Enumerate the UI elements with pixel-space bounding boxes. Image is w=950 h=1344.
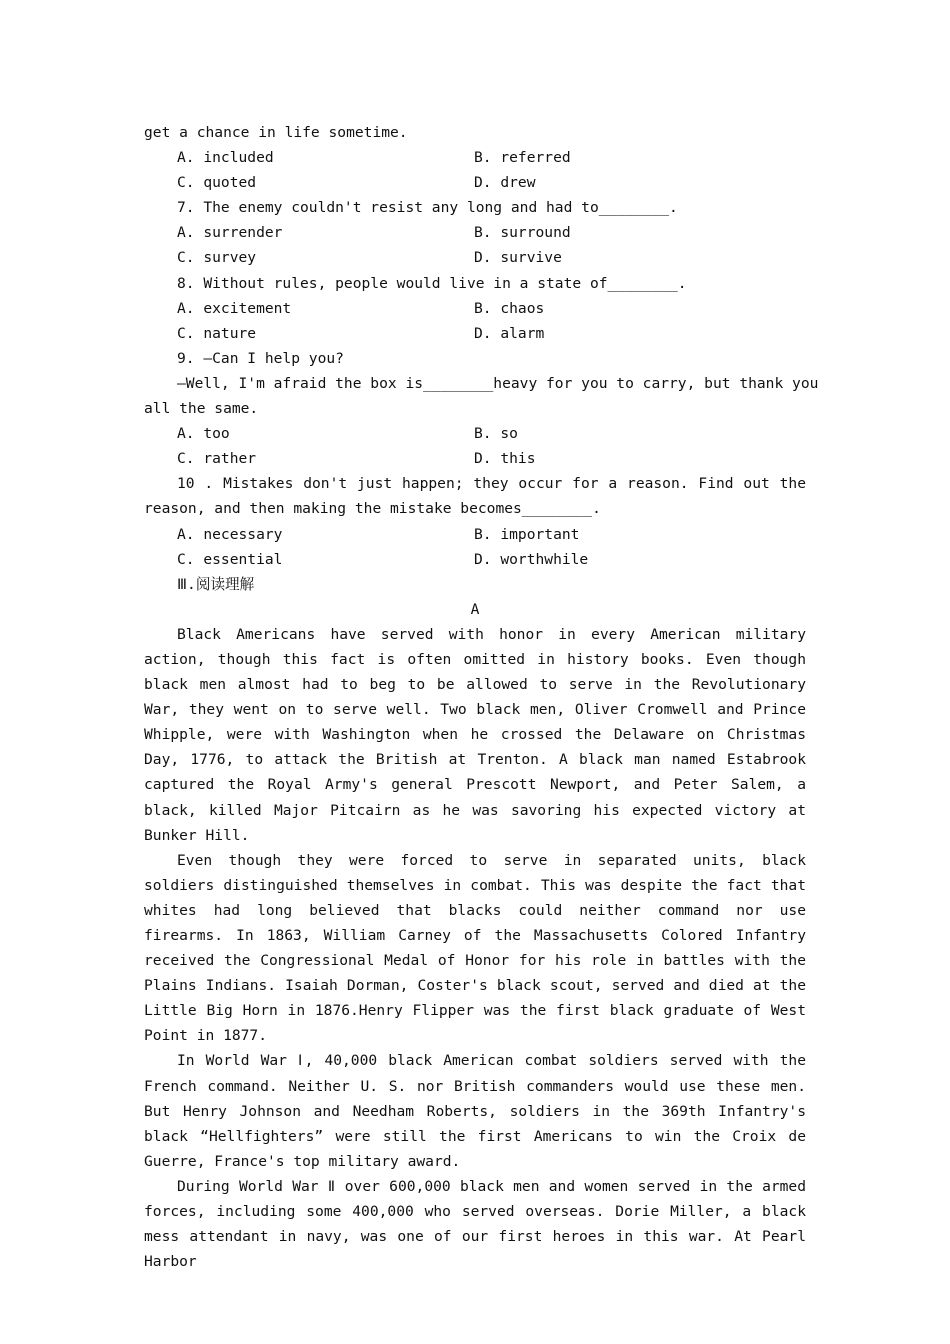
option-d: D. alarm xyxy=(474,324,545,342)
option-d: D. this xyxy=(474,450,536,468)
option-c: C. quoted xyxy=(177,174,257,192)
question-6-options-row-2 xyxy=(144,170,806,195)
question-10-stem-line-1: 10 . Mistakes don't just happen; they occur for a reason. Find out the xyxy=(177,475,806,493)
question-9-reply-line-2: all the same. xyxy=(144,400,259,418)
question-9-stem: 9. —Can I help you? xyxy=(177,349,344,367)
passage-label: A xyxy=(470,600,480,618)
question-8-stem: 8. Without rules, people would live in a state of________. xyxy=(177,274,687,292)
section-heading: Ⅲ.阅读理解 xyxy=(177,575,255,593)
passage-paragraph-1: Black Americans have served with honor in every American military action, though this fact is often omitted in history books. Even though black men almost had to beg to be allowed to serve in the Revolutionary War, they went on to serve well. Two black men, Oliver Cromwell and Prince Whipple, were with Washington when he crossed the Delaware on Christmas Day, 1776, to attack the British at Trenton. A black man named Estabrook captured the Royal Army's general Prescott Newport, and Peter Salem, a black, killed Major Pitcairn as he was savoring his expected victory at Bunker Hill. xyxy=(144,625,806,844)
question-6-continuation: get a chance in life sometime. xyxy=(144,124,408,141)
question-6-options-row-1 xyxy=(144,145,806,170)
question-10-stem-line-2: reason, and then making the mistake becomes________. xyxy=(144,500,601,518)
option-c: C. rather xyxy=(177,450,257,468)
passage-paragraph-4: During World War Ⅱ over 600,000 black men and women served in the armed forces, including some 400,000 who served overseas. Dorie Miller, a black mess attendant in navy, was one of our first heroes in this war. At Pearl Harbor xyxy=(144,1177,806,1271)
option-d: D. worthwhile xyxy=(474,550,589,568)
option-c: C. survey xyxy=(177,249,257,267)
question-7-options-row-1 xyxy=(144,220,806,245)
option-a: A. excitement xyxy=(177,299,292,317)
question-7-options-row-2 xyxy=(144,245,806,270)
option-c: C. essential xyxy=(177,550,283,568)
option-d: D. survive xyxy=(474,249,562,267)
page-content xyxy=(144,120,819,1274)
option-c: C. nature xyxy=(177,324,257,342)
passage-paragraph-2: Even though they were forced to serve in separated units, black soldiers distinguished themselves in combat. This was despite the fact that whites had long believed that blacks could neither command nor use firearms. In 1863, William Carney of the Massachusetts Colored Infantry received the Congressional Medal of Honor for his role in battles with the Plains Indians. Isaiah Dorman, Coster's black scout, served and died at the Little Big Horn in 1876.Henry Flipper was the first black graduate of West Point in 1877. xyxy=(144,851,806,1045)
question-9-options-row-1 xyxy=(144,421,806,446)
question-10-options-row-1 xyxy=(144,522,806,547)
option-a: A. too xyxy=(177,425,230,443)
option-b: B. so xyxy=(474,425,518,443)
question-9-reply-line-1: —Well, I'm afraid the box is________heavy for you to carry, but thank you xyxy=(177,374,819,392)
question-8-options-row-2 xyxy=(144,321,806,346)
question-8-options-row-1 xyxy=(144,296,806,321)
option-b: B. chaos xyxy=(474,299,545,317)
passage-paragraph-3: In World War Ⅰ, 40,000 black American combat soldiers served with the French command. Neither U. S. nor British commanders would use these men. But Henry Johnson and Needham Roberts, soldiers in the 369th Infantry's black “Hellfighters” were still the first Americans to win the Croix de Guerre, France's top military award. xyxy=(144,1052,806,1170)
option-b: B. referred xyxy=(474,149,571,167)
question-9-options-row-2 xyxy=(144,446,806,471)
option-d: D. drew xyxy=(474,174,536,192)
option-b: B. surround xyxy=(474,224,571,242)
option-a: A. necessary xyxy=(177,525,283,543)
question-10-options-row-2 xyxy=(144,547,806,572)
question-7-stem: 7. The enemy couldn't resist any long and had to________. xyxy=(177,199,678,217)
option-b: B. important xyxy=(474,525,580,543)
option-a: A. included xyxy=(177,149,274,167)
option-a: A. surrender xyxy=(177,224,283,242)
